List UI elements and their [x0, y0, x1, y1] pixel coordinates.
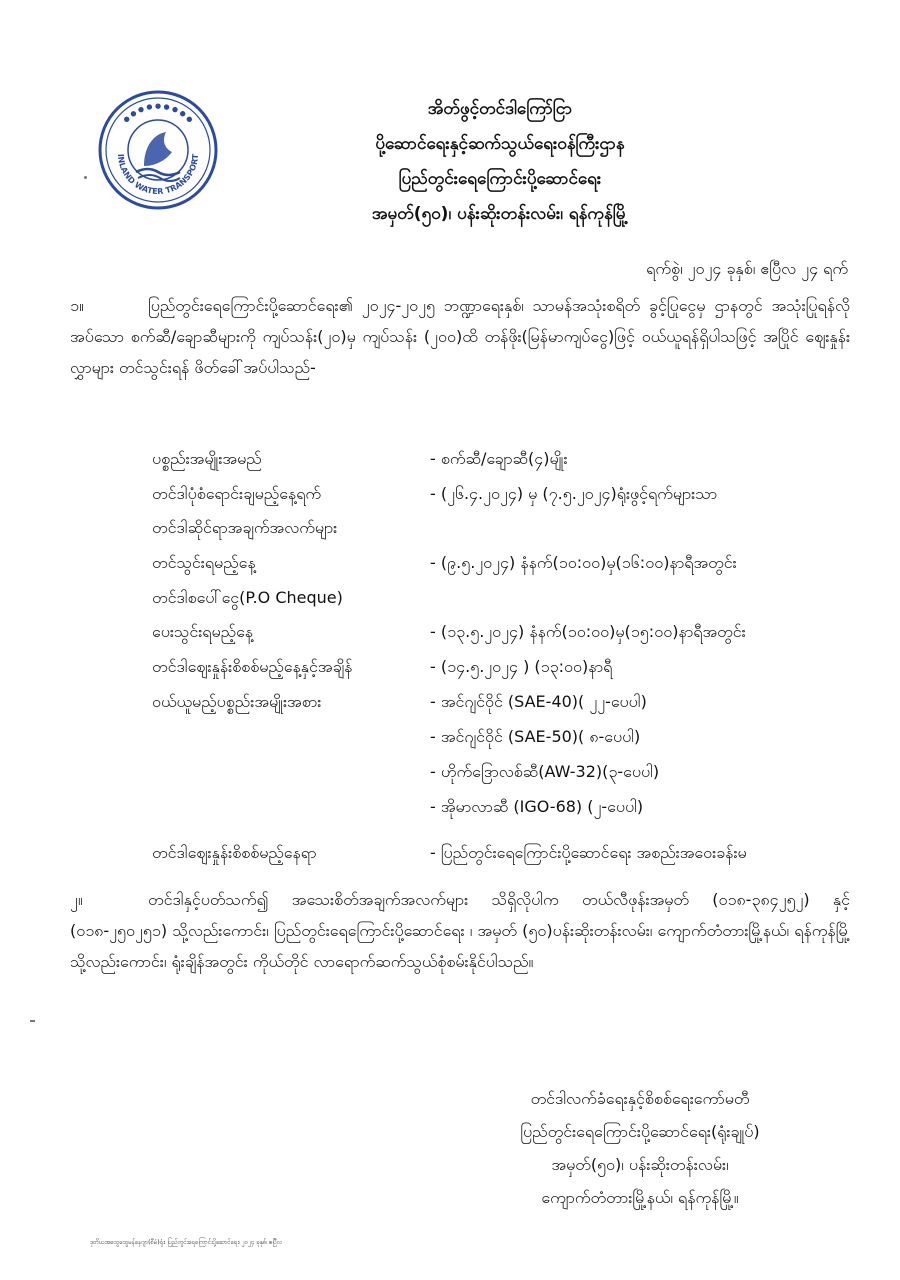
detail-label: ပေးသွင်းရမည့်နေ့ [152, 622, 254, 641]
header-ministry: ပို့ဆောင်ရေးနှင့်ဆက်သွယ်ရေးဝန်ကြီးဌာန [375, 134, 625, 154]
detail-label: တင်ဒါဈေးနှုန်းစိစစ်မည့်နေ့နှင့်အချိန် [152, 657, 353, 676]
detail-label: တင်ဒါဆိုင်ရာအချက်အလက်များ [152, 518, 338, 537]
paragraph-text: ပြည်တွင်းရေကြောင်းပို့ဆောင်ရေး၏ ၂၀၂၄-၂၀၂၅ ဘဏ္ဍာရေးနှစ်၊ သာမန်အသုံးစရိတ် ခွင့်ပြုငွေမှ ဌာနတွင် အသုံးပြုရန်လိုအပ်သော စက်ဆီ/ချောဆီများကို ကျပ်သန်း(၂၀)မှ ကျပ်သန်း (၂၀၀)ထိ တန်ဖိုး(မြန်မာကျပ်ငွေ)ဖြင့် ဝယ်ယူရန်ရှိပါသဖြင့် အပြိုင် ဈေးနှုန်းလွှာများ တင်သွင်းရန် ဖိတ်ခေါ်အပ်ပါသည်- [70, 296, 850, 377]
detail-row-evaluation-time [152, 656, 872, 686]
footer-note: ဒုတိယအထွေထွေမန်နေဂျာ(စီမံ)ရုံး၊ ပြည်တွင်းရေကြောင်းပို့ဆောင်ရေး၊ ၂၀၂၄ ခုနှစ်၊ ဧပြီလ [90, 1239, 283, 1246]
detail-row-item-type [152, 691, 872, 721]
detail-row-submission-date [152, 552, 872, 582]
signature-committee: တင်ဒါလက်ခံရေးနှင့်စိစစ်ရေးကော်မတီ [530, 1089, 750, 1108]
detail-label: တင်ဒါဈေးနှုန်းစိစစ်မည့်နေရာ [152, 843, 317, 862]
detail-value: - (၂၆.၄.၂၀၂၄) မှ (၇.၅.၂၀၂၄)ရုံးဖွင့်ရက်များသာ [430, 484, 718, 503]
detail-row-item-type-4 [152, 796, 872, 826]
detail-label: တင်သွင်းရမည့်နေ့ [152, 553, 256, 572]
detail-label: ဝယ်ယူမည့်ပစ္စည်းအမျိုးအစား [152, 692, 322, 711]
detail-value: - အင်ဂျင်ဝိုင် (SAE-50)( ၈-ပေပါ) [430, 727, 641, 746]
detail-value: - (၁၃.၅.၂၀၂၄) နံနက်(၁၀:၀၀)မှ(၁၅:၀၀)နာရီအတွင်း [430, 622, 746, 641]
paragraph-text: တင်ဒါနှင့်ပတ်သက်၍ အသေးစိတ်အချက်အလက်များ သိရှိလိုပါက တယ်လီဖုန်းအမှတ် (၀၁၈-၃၈၄၂၅၂) နှင့် (၀၁၈-၂၅၀၂၅၁) သို့လည်းကောင်း၊ ပြည်တွင်းရေကြောင်းပို့ဆောင်ရေး ၊ အမှတ် (၅၀)ပန်းဆိုးတန်းလမ်း၊ ကျောက်တံတားမြို့နယ်၊ ရန်ကုန်မြို့သို့လည်းကောင်း၊ ရုံးချိန်အတွင်း ကိုယ်တိုင် လာရောက်ဆက်သွယ်စုံစမ်းနိုင်ပါသည်။ [70, 890, 851, 971]
detail-row-sale-dates [152, 483, 872, 513]
detail-row-item-type-3 [152, 761, 872, 791]
header-department: ပြည်တွင်းရေကြောင်းပို့ဆောင်ရေး [398, 169, 602, 189]
header-title: အိတ်ဖွင့်တင်ဒါကြော်ငြာ [427, 99, 573, 119]
detail-row-venue [152, 842, 872, 872]
signature-township: ကျောက်တံတားမြို့နယ်၊ ရန်ကုန်မြို့။ [541, 1188, 739, 1207]
detail-value: - အိုမာလာဆီ (IGO-68) (၂-ပေပါ) [430, 797, 644, 816]
signature-address: အမှတ်(၅၀)၊ ပန်းဆိုးတန်းလမ်း၊ [551, 1155, 729, 1174]
detail-value: - ဟိုက်ဒြောလစ်ဆီ(AW-32)(၃-ပေပါ) [430, 762, 660, 781]
document-date: ရက်စွဲ၊ ၂၀၂၄ ခုနှစ်၊ ဧပြီလ ၂၄ ရက် [646, 259, 848, 278]
detail-value: - (၉.၅.၂၀၂၄) နံနက်(၁၀:၀၀)မှ(၁၆:၀၀)နာရီအတွင်း [430, 553, 737, 572]
header-address: အမှတ်(၅၀)၊ ပန်းဆိုးတန်းလမ်း၊ ရန်ကုန်မြို့ [371, 204, 629, 224]
detail-row-payment-date [152, 621, 872, 651]
detail-row-item-name [152, 448, 872, 478]
inland-water-transport-logo [96, 88, 220, 212]
detail-row-deposit [152, 587, 872, 617]
svg-text:● ● ● ● ● ● ● ● ●: ● ● ● ● ● ● ● ● ● [121, 102, 195, 125]
detail-label: တင်ဒါပုံစံရောင်းချမည့်နေ့ရက် [152, 484, 322, 503]
detail-label: ပစ္စည်းအမျိုးအမည် [152, 449, 262, 468]
paragraph-1 [70, 290, 850, 383]
paragraph-number: ၁။ [70, 296, 84, 315]
signature-block [480, 1082, 800, 1214]
detail-label: တင်ဒါစပေါ်ငွေ(P.O Cheque) [152, 588, 343, 607]
detail-row-info [152, 517, 872, 547]
speck [84, 176, 87, 179]
document-header [230, 92, 770, 232]
detail-value: - (၁၄.၅.၂၀၂၄ ) (၁၃:၀၀)နာရီ [430, 657, 613, 676]
paragraph-2 [70, 884, 850, 977]
signature-office: ပြည်တွင်းရေကြောင်းပို့ဆောင်ရေး(ရုံးချုပ်) [520, 1122, 760, 1141]
detail-value: - စက်ဆီ/ချောဆီ(၄)မျိုး [430, 449, 568, 468]
paragraph-number: ၂။ [70, 890, 83, 909]
seal-text-bottom: INLAND WATER TRANSPORT [115, 153, 201, 197]
speck [30, 1020, 35, 1022]
detail-value: - အင်ဂျင်ဝိုင် (SAE-40)( ၂၂-ပေပါ) [430, 692, 647, 711]
detail-row-item-type-2 [152, 726, 872, 756]
detail-value: - ပြည်တွင်းရေကြောင်းပို့ဆောင်ရေး အစည်းအဝေးခန်းမ [430, 843, 747, 862]
